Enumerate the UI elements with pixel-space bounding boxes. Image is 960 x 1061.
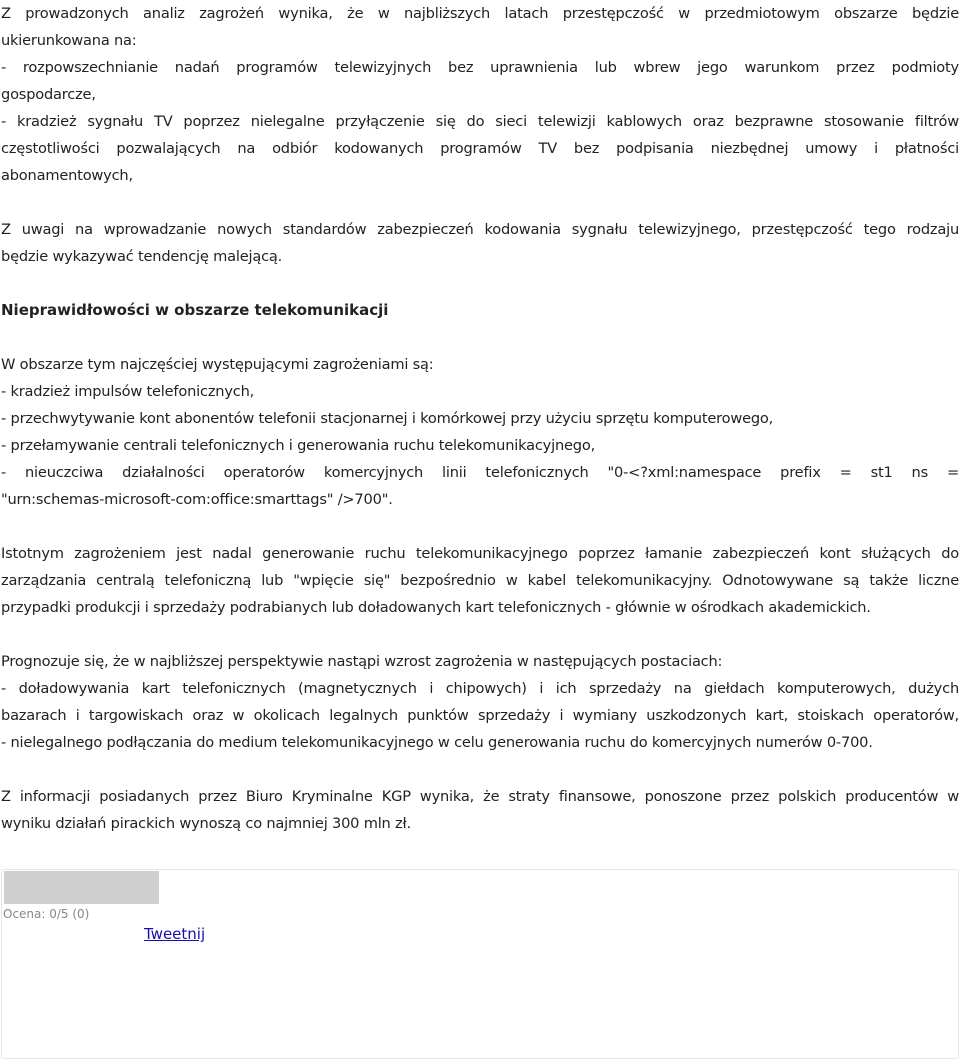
text-line: wyniku działań pirackich wynoszą co najmniej 300 mln zł. [1,815,411,832]
text-line: - doładowywania kart telefonicznych (magnetycznych i chipowych) i ich sprzedaży na giełdach komputerowych, dużych [1,680,959,697]
paragraph-telecom-forecast [1,648,959,756]
text-line: - nieuczciwa działalności operatorów komercyjnych linii telefonicznych "0-<?xml:namespace prefix = st1 ns = [1,464,959,481]
text-line: Z informacji posiadanych przez Biuro Kryminalne KGP wynika, że straty finansowe, ponoszone przez polskich producentów w [1,788,959,805]
paragraph-tv-standards [1,216,959,270]
text-line: - kradzież sygnału TV poprzez nielegalne przyłączenie się do sieci telewizji kablowych oraz bezprawne stosowanie filtrów [1,113,959,130]
text-line: częstotliwości pozwalających na odbiór kodowanych programów TV bez podpisania niezbędnej umowy i płatności [1,140,959,157]
rating-widget [1,869,959,1059]
text-line: będzie wykazywać tendencję malejącą. [1,248,283,265]
text-line: "urn:schemas-microsoft-com:office:smarttags" />700". [1,491,393,508]
rating-stars-bar[interactable] [4,871,159,904]
text-line: - nielegalnego podłączania do medium telekomunikacyjnego w celu generowania ruchu do komercyjnych numerów 0-700. [1,734,873,751]
text-line: Z uwagi na wprowadzanie nowych standardów zabezpieczeń kodowania sygnału telewizyjnego, przestępczość tego rodzaju [1,221,959,238]
paragraph-tv-forecast [1,0,959,189]
text-line: Istotnym zagrożeniem jest nadal generowanie ruchu telekomunikacyjnego poprzez łamanie zabezpieczeń kont służących do [1,545,959,562]
tweet-link[interactable]: Tweetnij [144,925,206,943]
text-line: abonamentowych, [1,167,133,184]
text-line: gospodarcze, [1,86,96,103]
section-heading: Nieprawidłowości w obszarze telekomunikacji [1,301,389,319]
paragraph-losses [1,783,959,837]
rating-label: Ocena: 0/5 (0) [3,907,90,921]
text-line: Z prowadzonych analiz zagrożeń wynika, że w najbliższych latach przestępczość w przedmiotowym obszarze będzie [1,5,959,22]
paragraph-telecom-main-threat [1,540,959,621]
article-body [1,0,959,837]
text-line: bazarach i targowiskach oraz w okolicach legalnych punktów sprzedaży i wymiany uszkodzonych kart, stoiskach operatorów, [1,707,959,724]
text-line: ukierunkowana na: [1,32,137,49]
text-line: - przełamywanie centrali telefonicznych i generowania ruchu telekomunikacyjnego, [1,437,596,454]
paragraph-telecom-threats [1,351,959,513]
text-line: W obszarze tym najczęściej występującymi zagrożeniami są: [1,356,434,373]
text-line: przypadki produkcji i sprzedaży podrabianych lub doładowanych kart telefonicznych - głównie w ośrodkach akademickich. [1,599,871,616]
text-line: zarządzania centralą telefoniczną lub "wpięcie się" bezpośrednio w kabel telekomunikacyjny. Odnotowywane są także liczne [1,572,959,589]
text-line: - kradzież impulsów telefonicznych, [1,383,255,400]
text-line: Prognozuje się, że w najbliższej perspektywie nastąpi wzrost zagrożenia w następujących postaciach: [1,653,723,670]
text-line: - przechwytywanie kont abonentów telefonii stacjonarnej i komórkowej przy użyciu sprzętu komputerowego, [1,410,774,427]
text-line: - rozpowszechnianie nadań programów telewizyjnych bez uprawnienia lub wbrew jego warunkom przez podmioty [1,59,959,76]
